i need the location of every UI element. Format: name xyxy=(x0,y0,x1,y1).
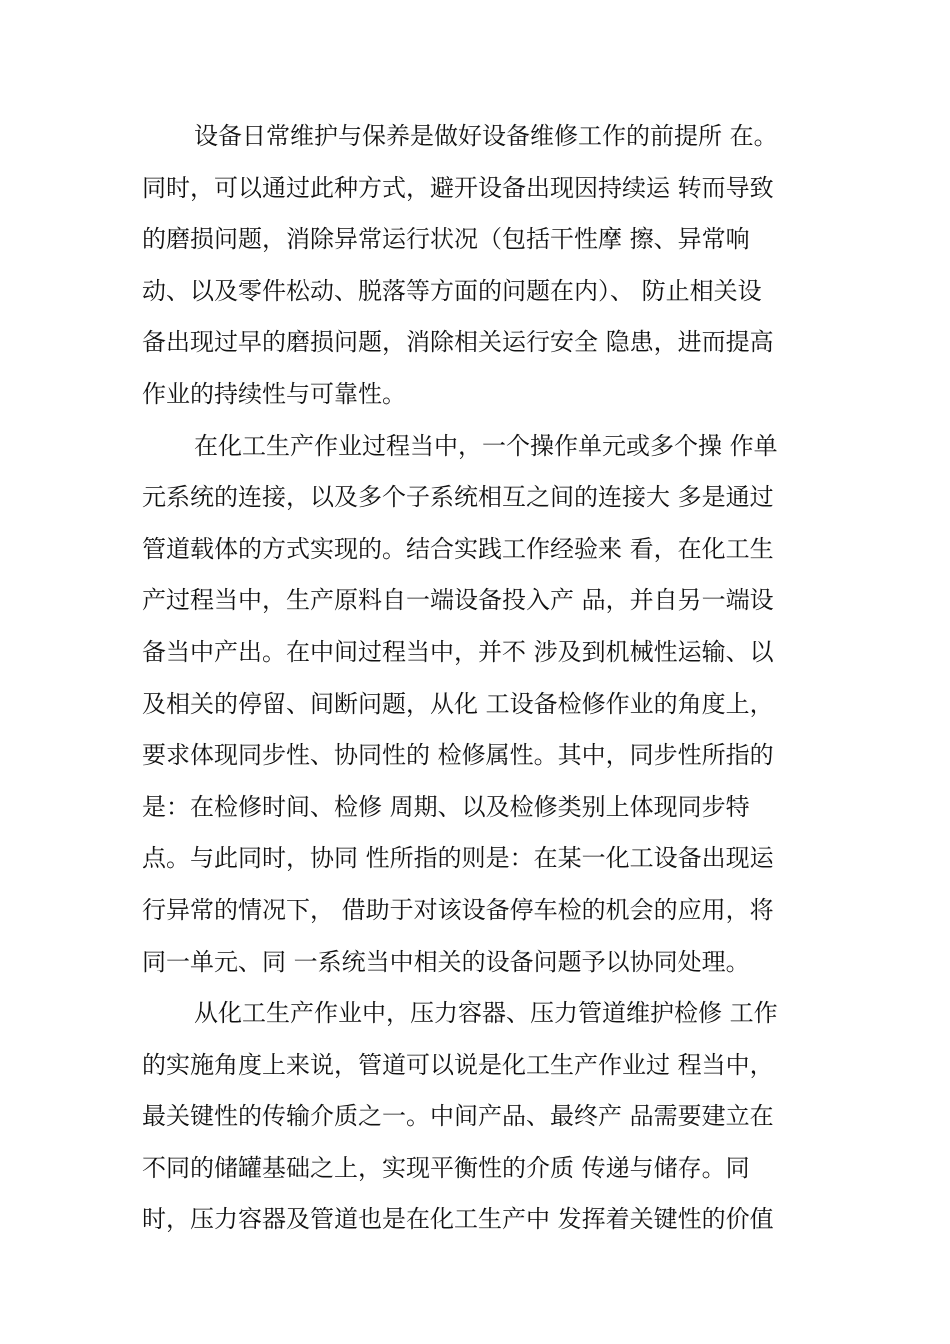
text-line: 的实施角度上来说，管道可以说是化工生产作业过 程当中， xyxy=(142,1050,774,1079)
text-line: 在化工生产作业过程当中，一个操作单元或多个操 作单 xyxy=(194,431,778,460)
text-line: 同时，可以通过此种方式，避开设备出现因持续运 转而导致 xyxy=(142,173,774,202)
text-line: 及相关的停留、间断问题，从化 工设备检修作业的角度上， xyxy=(142,689,774,718)
text-line: 备出现过早的磨损问题，消除相关运行安全 隐患，进而提高 xyxy=(142,328,774,357)
text-line: 管道载体的方式实现的。结合实践工作经验来 看，在化工生 xyxy=(142,534,774,563)
text-line: 设备日常维护与保养是做好设备维修工作的前提所 在。 xyxy=(194,122,778,150)
text-line: 的磨损问题，消除异常运行状况（包括干性摩 擦、异常响 xyxy=(142,225,750,254)
text-line: 不同的储罐基础之上，实现平衡性的介质 传递与储存。同 xyxy=(142,1153,750,1182)
text-line: 同一单元、同 一系统当中相关的设备问题予以协同处理。 xyxy=(142,947,750,976)
text-line: 时，压力容器及管道也是在化工生产中 发挥着关键性的价值 xyxy=(142,1205,774,1234)
text-line: 最关键性的传输介质之一。中间产品、最终产 品需要建立在 xyxy=(142,1102,774,1131)
text-line: 是：在检修时间、检修 周期、以及检修类别上体现同步特 xyxy=(142,792,750,821)
text-line: 行异常的情况下， 借助于对该设备停车检的机会的应用，将 xyxy=(142,895,774,924)
text-line: 产过程当中，生产原料自一端设备投入产 品，并自另一端设 xyxy=(142,586,774,615)
text-line: 要求体现同步性、协同性的 检修属性。其中，同步性所指的 xyxy=(142,741,774,770)
text-line: 点。与此同时，协同 性所指的则是：在某一化工设备出现运 xyxy=(142,844,774,873)
text-line: 元系统的连接，以及多个子系统相互之间的连接大 多是通过 xyxy=(142,483,774,512)
text-line: 备当中产出。在中间过程当中，并不 涉及到机械性运输、以 xyxy=(142,637,774,666)
text-line: 从化工生产作业中，压力容器、压力管道维护检修 工作 xyxy=(194,999,778,1028)
document-body xyxy=(142,111,807,1246)
text-line: 动、以及零件松动、脱落等方面的问题在内）、 防止相关设 xyxy=(142,276,762,305)
text-line: 作业的持续性与可靠性。 xyxy=(142,379,406,408)
